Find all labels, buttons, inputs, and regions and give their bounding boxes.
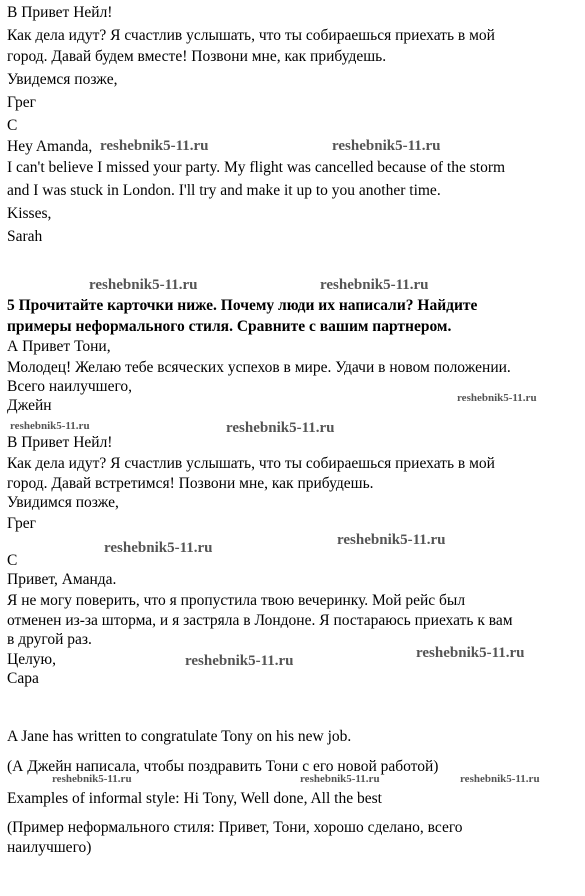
text-line: в другой раз.	[7, 631, 92, 648]
text-line: Грег	[7, 94, 36, 111]
watermark: reshebnik5-11.ru	[460, 773, 540, 785]
text-line: Всего наилучшего,	[7, 378, 133, 395]
text-line: город. Давай будем вместе! Позвони мне, как прибудешь.	[7, 48, 387, 65]
watermark: reshebnik5-11.ru	[337, 532, 446, 548]
text-line: Джейн	[7, 397, 52, 414]
text-line: город. Давай встретимся! Позвони мне, как прибудешь.	[7, 475, 374, 492]
answer-line: (Пример неформального стиля: Привет, Тони, хорошо сделано, всего	[7, 819, 463, 836]
answer-line: A Jane has written to congratulate Tony on his new job.	[7, 728, 352, 745]
watermark: reshebnik5-11.ru	[89, 277, 198, 293]
watermark: reshebnik5-11.ru	[226, 420, 335, 436]
text-line: Hey Amanda,	[7, 138, 93, 155]
text-line: С	[7, 117, 18, 134]
text-line: Привет, Аманда.	[7, 571, 117, 588]
watermark: reshebnik5-11.ru	[457, 392, 537, 404]
text-line: Как дела идут? Я счастлив услышать, что ты собираешься приехать в мой	[7, 455, 495, 472]
text-line: Как дела идут? Я счастлив услышать, что ты собираешься приехать в мой	[7, 27, 495, 44]
text-line: С	[7, 552, 18, 569]
text-line: Kisses,	[7, 205, 52, 222]
text-line: Увидимся позже,	[7, 494, 119, 511]
watermark: reshebnik5-11.ru	[320, 277, 429, 293]
watermark: reshebnik5-11.ru	[100, 138, 209, 154]
text-line: Увидемся позже,	[7, 71, 118, 88]
text-line: Грег	[7, 515, 36, 532]
text-line: Целую,	[7, 651, 57, 668]
text-line: Я не могу поверить, что я пропустила твою вечеринку. Мой рейс был	[7, 592, 466, 609]
exercise-heading: 5 Прочитайте карточки ниже. Почему люди их написали? Найдите	[7, 297, 478, 314]
watermark: reshebnik5-11.ru	[332, 138, 441, 154]
answer-line: Examples of informal style: Hi Tony, Well done, All the best	[7, 790, 382, 807]
watermark: reshebnik5-11.ru	[104, 540, 213, 556]
watermark: reshebnik5-11.ru	[52, 773, 132, 785]
watermark: reshebnik5-11.ru	[300, 773, 380, 785]
text-line: отменен из-за шторма, и я застряла в Лондоне. Я постараюсь приехать к вам	[7, 612, 513, 629]
answer-line: наилучшего)	[7, 839, 92, 856]
text-line: В Привет Нейл!	[7, 4, 113, 21]
text-line: А Привет Тони,	[7, 338, 111, 355]
watermark: reshebnik5-11.ru	[185, 653, 294, 669]
text-line: Sarah	[7, 228, 43, 245]
text-line: and I was stuck in London. I'll try and make it up to you another time.	[7, 182, 441, 199]
answer-line: (А Джейн написала, чтобы поздравить Тони с его новой работой)	[7, 758, 439, 775]
text-line: Молодец! Желаю тебе всяческих успехов в мире. Удачи в новом положении.	[7, 359, 511, 376]
text-line: В Привет Нейл!	[7, 434, 113, 451]
watermark: reshebnik5-11.ru	[416, 645, 525, 661]
exercise-heading: примеры неформального стиля. Сравните с вашим партнером.	[7, 318, 452, 335]
text-line: I can't believe I missed your party. My flight was cancelled because of the storm	[7, 159, 506, 176]
watermark: reshebnik5-11.ru	[10, 420, 90, 432]
text-line: Сара	[7, 670, 39, 687]
